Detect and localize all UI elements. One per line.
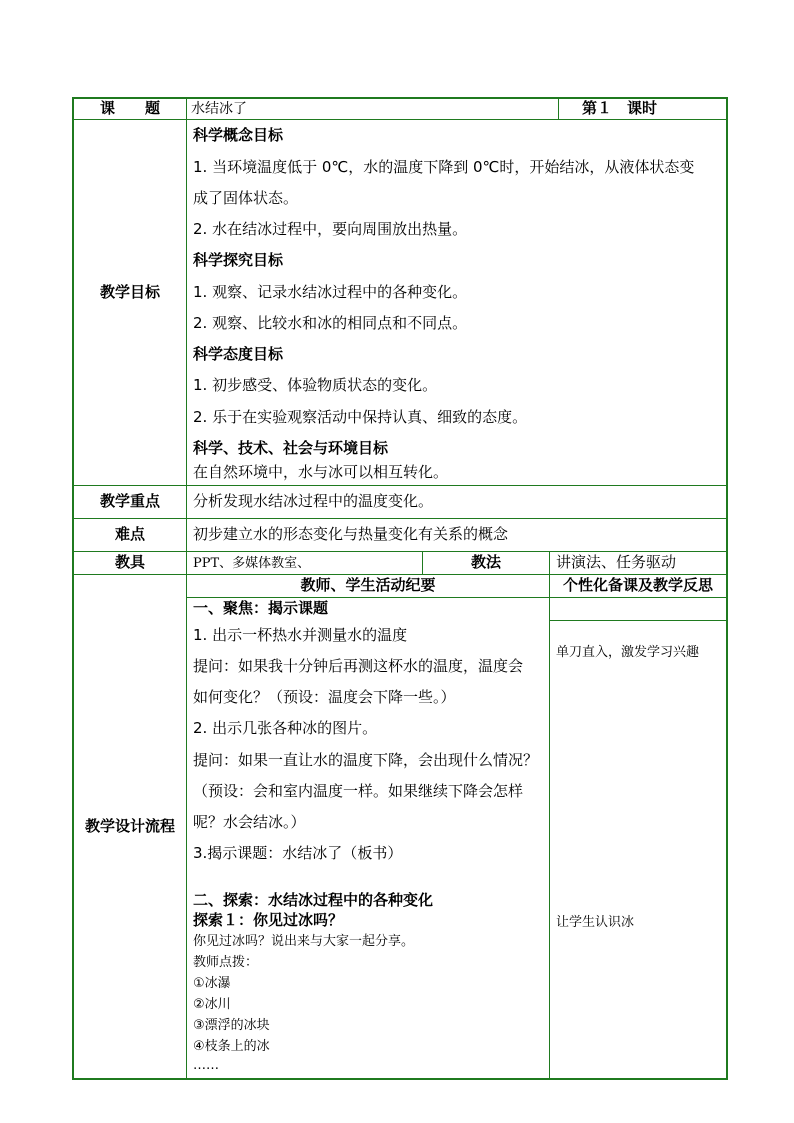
key-point-label: 教学重点: [99, 492, 160, 510]
table-border: [72, 485, 728, 486]
table-border: [72, 574, 728, 575]
explore1-question: 你见过冰吗？说出来与大家一起分享。: [193, 934, 415, 949]
activity-column-header: 教师、学生活动纪要: [300, 576, 436, 594]
course-title: 水结冰了: [191, 101, 247, 117]
section2-heading: 二、探索：水结冰过程中的各种变化: [193, 891, 434, 909]
table-border: [72, 97, 74, 1080]
explore1-heading: 探索１：你见过冰吗？: [193, 911, 344, 929]
table-border: [72, 518, 728, 519]
table-border: [72, 1078, 728, 1080]
teacher-tip-label: 教师点拨：: [193, 955, 259, 970]
list-item: ①冰瀑: [193, 976, 231, 991]
section1-item: 3.揭示课题：水结冰了（板书）: [193, 844, 403, 862]
table-border: [186, 597, 728, 598]
attitude-heading: 科学态度目标: [193, 345, 284, 363]
stse-item: 在自然环境中，水与冰可以相互转化。: [193, 463, 449, 481]
lesson-number: 第１ 课时: [582, 99, 658, 117]
reflection-note: 让学生认识冰: [556, 915, 635, 930]
list-item: ……: [193, 1058, 219, 1073]
table-border: [549, 551, 550, 1080]
list-item: ④枝条上的冰: [193, 1039, 270, 1054]
tools-value: PPT、多媒体教室、: [193, 556, 311, 571]
concept-item: 成了固体状态。: [193, 189, 299, 207]
reflection-note: 单刀直入，激发学习兴趣: [556, 645, 700, 660]
table-border: [549, 620, 728, 621]
concept-item: 2. 水在结冰过程中，要向周围放出热量。: [193, 220, 468, 238]
course-label: 课 题: [99, 99, 160, 117]
table-border: [726, 97, 728, 1080]
key-point-value: 分析发现水结冰过程中的温度变化。: [193, 492, 434, 510]
method-value: 讲演法、任务驱动: [556, 553, 677, 571]
section1-item: 1. 出示一杯热水并测量水的温度: [193, 626, 408, 644]
concept-heading: 科学概念目标: [193, 126, 284, 144]
method-label: 教法: [470, 553, 501, 571]
attitude-item: 1. 初步感受、体验物质状态的变化。: [193, 376, 438, 394]
difficulty-label: 难点: [114, 525, 145, 543]
section1-question: 呢？水会结冰。）: [193, 813, 306, 831]
difficulty-value: 初步建立水的形态变化与热量变化有关系的概念: [193, 525, 509, 543]
process-label: 教学设计流程: [84, 817, 175, 835]
attitude-item: 2. 乐于在实验观察活动中保持认真、细致的态度。: [193, 408, 528, 426]
inquiry-heading: 科学探究目标: [193, 251, 284, 269]
reflection-column-header: 个性化备课及教学反思: [562, 576, 713, 594]
section1-heading: 一、聚焦：揭示课题: [193, 599, 329, 617]
list-item: ③漂浮的冰块: [193, 1018, 270, 1033]
section1-item: 2. 出示几张各种冰的图片。: [193, 719, 378, 737]
inquiry-item: 1. 观察、记录水结冰过程中的各种变化。: [193, 283, 468, 301]
section1-question: （预设：会和室内温度一样。如果继续下降会怎样: [193, 782, 524, 800]
objectives-label: 教学目标: [99, 283, 160, 301]
section1-question: 如何变化？（预设：温度会下降一些。）: [193, 688, 456, 706]
inquiry-item: 2. 观察、比较水和冰的相同点和不同点。: [193, 314, 468, 332]
table-border: [558, 97, 559, 120]
tools-label: 教具: [114, 553, 145, 571]
list-item: ②冰川: [193, 997, 231, 1012]
concept-item: 1. 当环境温度低于 0℃，水的温度下降到 0℃时，开始结冰，从液体状态变: [193, 158, 695, 176]
table-border: [72, 119, 728, 120]
section1-question: 提问：如果我十分钟后再测这杯水的温度，温度会: [193, 657, 524, 675]
stse-heading: 科学、技术、社会与环境目标: [193, 439, 389, 457]
section1-question: 提问：如果一直让水的温度下降，会出现什么情况？: [193, 751, 539, 769]
table-border: [72, 551, 728, 552]
